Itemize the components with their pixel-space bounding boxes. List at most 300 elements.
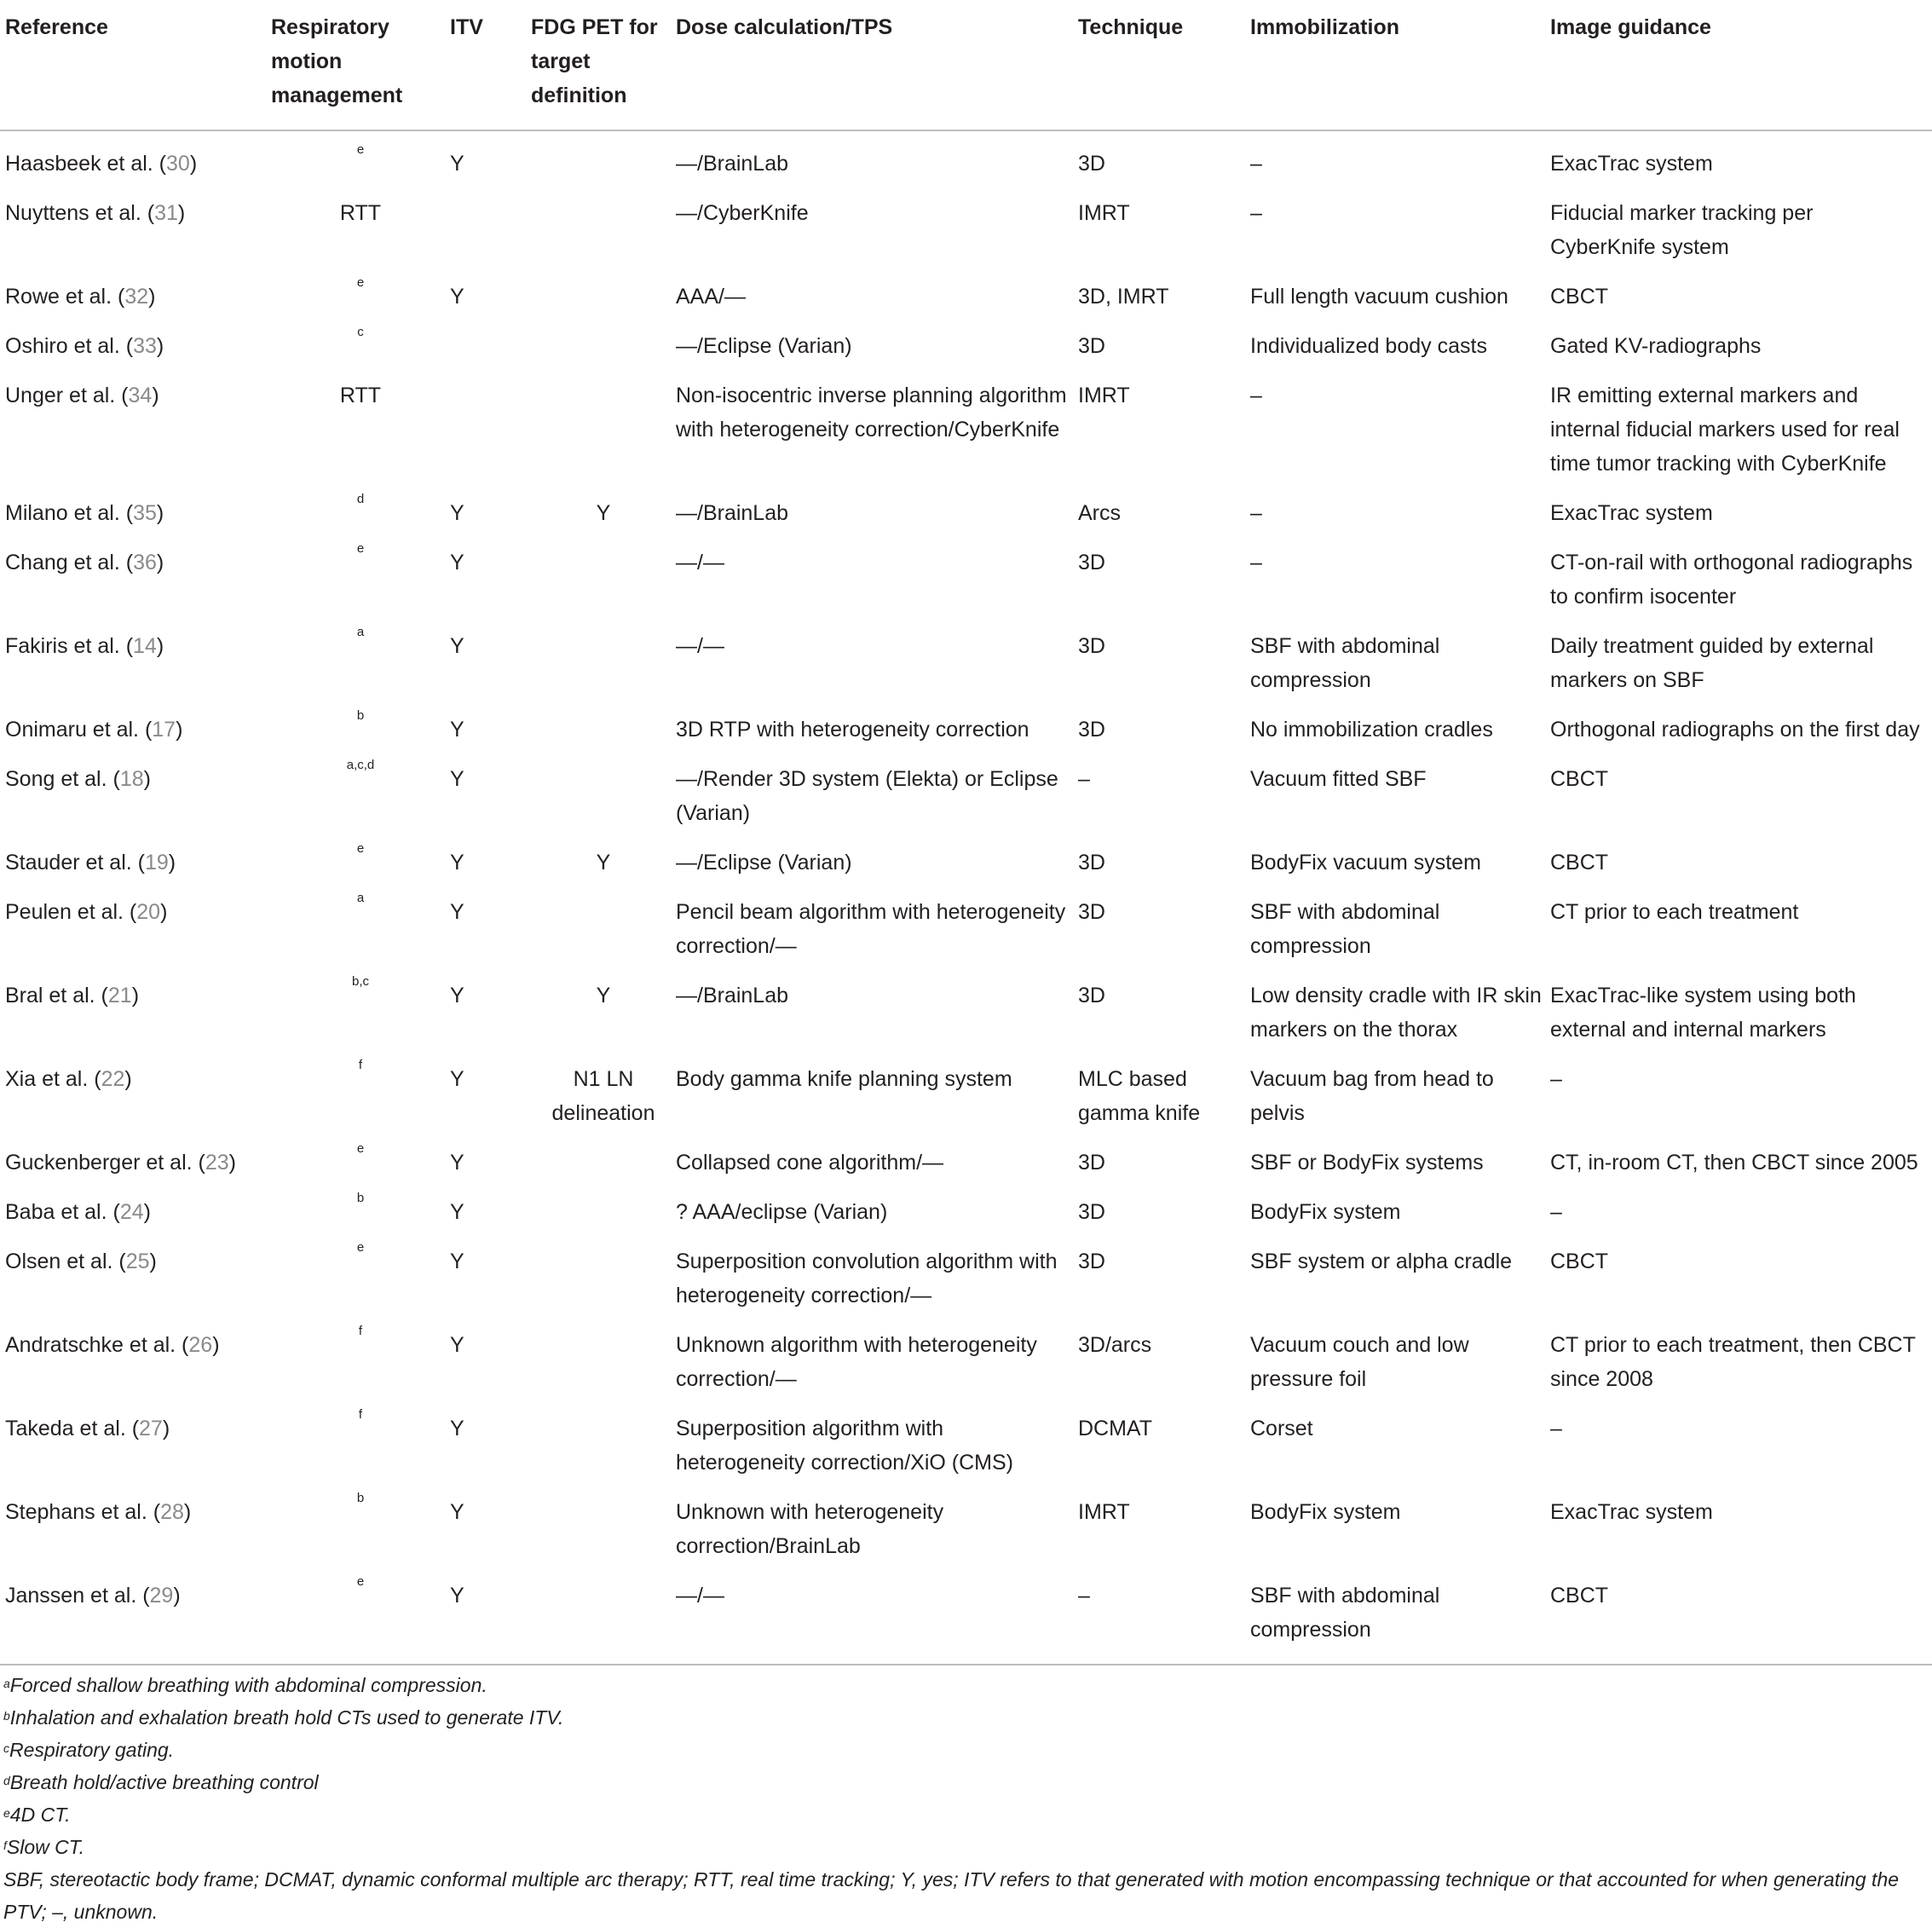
cell-dose-calculation: Non-isocentric inverse planning algorithm with heterogeneity correction/CyberKnife [676, 384, 1067, 442]
reference-close-paren: ) [152, 384, 159, 407]
reference-author: Unger et al. ( [5, 384, 129, 407]
footnote-marker: e [356, 1574, 365, 1589]
footnote-marker: f [358, 1407, 363, 1422]
cell-reference [0, 1396, 271, 1480]
cell-image-guidance: CT, in-room CT, then CBCT since 2005 [1550, 1151, 1918, 1175]
cell-fdg-pet: Y [596, 984, 611, 1007]
reference-number-link[interactable]: 26 [188, 1333, 213, 1357]
footnote [3, 1831, 1925, 1863]
cell-immobilization: – [1250, 551, 1262, 574]
cell-respiratory-motion [271, 130, 450, 181]
cell-immobilization: SBF system or alpha cradle [1250, 1250, 1513, 1273]
footnote-text: Respiratory gating. [9, 1739, 175, 1761]
cell-reference [0, 1047, 271, 1130]
reference-number-link[interactable]: 28 [160, 1500, 184, 1524]
reference-author: Stauder et al. ( [5, 851, 145, 875]
cell-dose-calculation: —/CyberKnife [676, 201, 809, 225]
cell-respiratory-motion [271, 181, 450, 264]
footnote-marker: e [356, 1240, 365, 1255]
reference-number-link[interactable]: 23 [205, 1151, 229, 1175]
footnote-marker: a [356, 625, 365, 639]
cell-reference [0, 963, 271, 1047]
cell-immobilization: Vacuum bag from head to pelvis [1250, 1067, 1494, 1125]
cell-fdg-pet [531, 697, 676, 747]
cell-dose-calculation: Pencil beam algorithm with heterogeneity correction/— [676, 900, 1066, 958]
cell-dose-calculation: —/Eclipse (Varian) [676, 334, 852, 358]
header-dose-calculation: Dose calculation/TPS [676, 0, 1078, 130]
cell-immobilization: SBF or BodyFix systems [1250, 1151, 1484, 1175]
cell-technique: 3D [1078, 1200, 1105, 1224]
table-row [0, 130, 1932, 181]
cell-reference [0, 530, 271, 614]
footnote-mark: e [3, 1806, 10, 1820]
reference-number-link[interactable]: 32 [124, 285, 149, 309]
reference-number-link[interactable]: 35 [133, 501, 157, 525]
reference-close-paren: ) [228, 1151, 236, 1175]
cell-dose-calculation: —/Render 3D system (Elekta) or Eclipse (Varian) [676, 767, 1058, 825]
cell-itv: Y [450, 1151, 464, 1175]
cell-immobilization: Individualized body casts [1250, 334, 1487, 358]
reference-author: Xia et al. ( [5, 1067, 101, 1091]
cell-dose-calculation: Unknown algorithm with heterogeneity correction/— [676, 1333, 1037, 1391]
table-row [0, 1130, 1932, 1180]
table-row [0, 1396, 1932, 1480]
table-body [0, 130, 1932, 1665]
cell-dose-calculation: Body gamma knife planning system [676, 1067, 1012, 1091]
cell-respiratory-motion [271, 1313, 450, 1396]
reference-close-paren: ) [173, 1584, 181, 1608]
cell-dose-calculation: Unknown with heterogeneity correction/BrainLab [676, 1500, 944, 1558]
footnote-marker: e [356, 275, 365, 290]
cell-technique: MLC based gamma knife [1078, 1067, 1201, 1125]
cell-technique: 3D [1078, 1151, 1105, 1175]
reference-close-paren: ) [212, 1333, 220, 1357]
footnote-marker: e [356, 142, 365, 157]
cell-fdg-pet [531, 264, 676, 314]
cell-image-guidance: CBCT [1550, 285, 1609, 309]
cell-fdg-pet [531, 614, 676, 697]
cell-reference [0, 1180, 271, 1229]
cell-respiratory-motion [271, 1480, 450, 1563]
cell-immobilization: – [1250, 152, 1262, 176]
cell-itv [450, 363, 531, 481]
reference-number-link[interactable]: 17 [152, 718, 176, 742]
reference-author: Guckenberger et al. ( [5, 1151, 205, 1175]
cell-itv: Y [450, 1200, 464, 1224]
cell-dose-calculation: ? AAA/eclipse (Varian) [676, 1200, 888, 1224]
footnote-marker: d [356, 492, 365, 506]
cell-image-guidance: ExacTrac system [1550, 501, 1713, 525]
cell-itv: Y [450, 1563, 531, 1665]
footnote [3, 1701, 1925, 1734]
cell-fdg-pet [531, 1229, 676, 1313]
cell-technique: 3D, IMRT [1078, 285, 1169, 309]
reference-author: Nuyttens et al. ( [5, 201, 155, 225]
cell-immobilization: BodyFix vacuum system [1250, 851, 1481, 875]
cell-technique: 3D [1078, 152, 1105, 176]
cell-itv: Y [450, 900, 464, 924]
cell-fdg-pet: Y [596, 851, 611, 875]
cell-immobilization: Full length vacuum cushion [1250, 285, 1508, 309]
cell-image-guidance: CBCT [1550, 851, 1609, 875]
reference-close-paren: ) [143, 1200, 151, 1224]
cell-reference [0, 1229, 271, 1313]
cell-fdg-pet [531, 530, 676, 614]
cell-itv: Y [450, 1500, 464, 1524]
reference-number-link[interactable]: 20 [136, 900, 161, 924]
reference-author: Takeda et al. ( [5, 1417, 140, 1440]
cell-itv: Y [450, 285, 464, 309]
footnote-marker: a [356, 891, 365, 905]
footnote-text: Forced shallow breathing with abdominal compression. [9, 1674, 487, 1696]
cell-respiratory-motion [271, 697, 450, 747]
cell-reference [0, 697, 271, 747]
reference-number-link[interactable]: 22 [101, 1067, 125, 1091]
reference-author: Milano et al. ( [5, 501, 134, 525]
cell-fdg-pet [531, 1180, 676, 1229]
cell-respiratory-motion [271, 264, 450, 314]
cell-respiratory-motion [271, 1180, 450, 1229]
reference-close-paren: ) [183, 1500, 192, 1524]
footnote-marker: a,c,d [346, 758, 375, 772]
header-image-guidance: Image guidance [1550, 0, 1932, 130]
footnote-text: Slow CT. [6, 1836, 85, 1858]
cell-dose-calculation: —/BrainLab [676, 984, 789, 1007]
footnote-marker: e [356, 1141, 365, 1156]
cell-fdg-pet: Y [596, 501, 611, 525]
cell-immobilization: – [1250, 384, 1262, 407]
cell-image-guidance: CT prior to each treatment, then CBCT since 2008 [1550, 1333, 1916, 1391]
header-immobilization: Immobilization [1250, 0, 1550, 130]
cell-respiratory-motion [271, 314, 450, 363]
cell-image-guidance: CT-on-rail with orthogonal radiographs to confirm isocenter [1550, 551, 1913, 609]
header-reference: Reference [0, 0, 271, 130]
reference-author: Onimaru et al. ( [5, 718, 153, 742]
respiratory-value: RTT [339, 201, 382, 225]
cell-respiratory-motion [271, 481, 450, 530]
cell-fdg-pet [531, 314, 676, 363]
cell-technique: – [1078, 767, 1090, 791]
cell-reference [0, 830, 271, 880]
reference-close-paren: ) [162, 1417, 170, 1440]
cell-reference [0, 264, 271, 314]
cell-immobilization: No immobilization cradles [1250, 718, 1493, 742]
cell-respiratory-motion [271, 963, 450, 1047]
cell-reference [0, 880, 271, 963]
cell-immobilization: Corset [1250, 1417, 1313, 1440]
reference-number-link[interactable]: 14 [133, 634, 157, 658]
cell-image-guidance: ExacTrac-like system using both external and internal markers [1550, 984, 1856, 1042]
footnote [3, 1798, 1925, 1831]
cell-technique: 3D [1078, 984, 1105, 1007]
cell-respiratory-motion [271, 880, 450, 963]
table-row [0, 880, 1932, 963]
cell-immobilization: – [1250, 501, 1262, 525]
table-row [0, 1313, 1932, 1396]
footnote-marker: f [358, 1058, 363, 1072]
cell-technique: 3D [1078, 634, 1105, 658]
cell-itv: Y [450, 767, 464, 791]
reference-author: Stephans et al. ( [5, 1500, 161, 1524]
footnote [3, 1734, 1925, 1766]
cell-image-guidance: CBCT [1550, 767, 1609, 791]
cell-technique: 3D [1078, 718, 1105, 742]
cell-reference [0, 314, 271, 363]
cell-technique: Arcs [1078, 501, 1121, 525]
reference-number-link[interactable]: 21 [107, 984, 132, 1007]
abbreviations-note: SBF, stereotactic body frame; DCMAT, dynamic conformal multiple arc therapy; RTT, real time tracking; Y, yes; ITV refers to that generated with motion encompassing technique or that accounted for when generating the PTV; –, unknown. [3, 1868, 1900, 1923]
cell-technique: IMRT [1078, 1500, 1130, 1524]
cell-fdg-pet [531, 1480, 676, 1563]
cell-technique: 3D/arcs [1078, 1333, 1152, 1357]
table-row [0, 530, 1932, 614]
reference-author: Olsen et al. ( [5, 1250, 126, 1273]
header-technique: Technique [1078, 0, 1250, 130]
cell-image-guidance: – [1550, 1067, 1562, 1091]
reference-author: Haasbeek et al. ( [5, 152, 166, 176]
cell-reference [0, 1480, 271, 1563]
cell-technique: 3D [1078, 900, 1105, 924]
cell-reference [0, 181, 271, 264]
cell-respiratory-motion [271, 1396, 450, 1480]
cell-immobilization: BodyFix system [1250, 1200, 1401, 1224]
cell-technique: 3D [1078, 1250, 1105, 1273]
table-row [0, 1229, 1932, 1313]
cell-respiratory-motion [271, 830, 450, 880]
cell-respiratory-motion [271, 1229, 450, 1313]
cell-fdg-pet [531, 1563, 676, 1665]
cell-respiratory-motion [271, 614, 450, 697]
cell-immobilization: Vacuum fitted SBF [1250, 767, 1427, 791]
cell-itv [450, 314, 531, 363]
footnote-marker: f [358, 1324, 363, 1338]
reference-number-link[interactable]: 33 [133, 334, 157, 358]
cell-image-guidance: Orthogonal radiographs on the first day [1550, 718, 1920, 742]
reference-close-paren: ) [156, 501, 164, 525]
cell-fdg-pet: N1 LN delineation [551, 1067, 655, 1125]
table-row [0, 1047, 1932, 1130]
cell-reference [0, 1313, 271, 1396]
table-row [0, 963, 1932, 1047]
cell-dose-calculation: Collapsed cone algorithm/— [676, 1151, 944, 1175]
footnote-marker: e [356, 541, 365, 556]
cell-reference [0, 1563, 271, 1665]
header-fdg-pet: FDG PET for target definition [531, 0, 676, 130]
footnote-marker: c [357, 325, 364, 339]
reference-close-paren: ) [131, 984, 140, 1007]
cell-reference [0, 614, 271, 697]
cell-image-guidance: – [1550, 1200, 1562, 1224]
cell-respiratory-motion [271, 1130, 450, 1180]
cell-respiratory-motion [271, 747, 450, 830]
table-row [0, 314, 1932, 363]
header-respiratory-motion: Respiratory motion management [271, 0, 450, 130]
reference-number-link[interactable]: 36 [133, 551, 157, 574]
footnote-marker: b [356, 1491, 365, 1505]
reference-close-paren: ) [177, 201, 186, 225]
footnote-marker: b [356, 708, 365, 723]
reference-author: Chang et al. ( [5, 551, 134, 574]
cell-dose-calculation: —/— [676, 1563, 1078, 1665]
reference-author: Oshiro et al. ( [5, 334, 134, 358]
reference-author: Song et al. ( [5, 767, 120, 791]
reference-close-paren: ) [176, 718, 183, 742]
table-row [0, 1563, 1932, 1665]
footnote-marker: b,c [351, 974, 369, 989]
cell-immobilization: Low density cradle with IR skin markers on the thorax [1250, 984, 1542, 1042]
cell-immobilization: SBF with abdominal compression [1250, 1563, 1550, 1665]
cell-technique: IMRT [1078, 384, 1130, 407]
reference-close-paren: ) [149, 1250, 157, 1273]
table-footnotes [3, 1669, 1925, 1928]
reference-author: Janssen et al. ( [5, 1584, 150, 1608]
cell-image-guidance: ExacTrac system [1550, 152, 1713, 176]
reference-close-paren: ) [168, 851, 176, 875]
reference-close-paren: ) [156, 634, 164, 658]
cell-technique: 3D [1078, 851, 1105, 875]
reference-close-paren: ) [156, 551, 164, 574]
reference-number-link[interactable]: 31 [154, 201, 178, 225]
cell-image-guidance: Fiducial marker tracking per CyberKnife system [1550, 201, 1814, 259]
respiratory-value: RTT [339, 384, 382, 407]
cell-technique: 3D [1078, 551, 1105, 574]
cell-itv [450, 181, 531, 264]
cell-immobilization: Vacuum couch and low pressure foil [1250, 1333, 1469, 1391]
table-row [0, 1480, 1932, 1563]
cell-fdg-pet [531, 1313, 676, 1396]
cell-itv: Y [450, 152, 464, 176]
table-row [0, 481, 1932, 530]
footnote [3, 1669, 1925, 1701]
table-row [0, 264, 1932, 314]
cell-image-guidance: Daily treatment guided by external markers on SBF [1550, 634, 1874, 692]
reference-number-link[interactable]: 29 [149, 1584, 174, 1608]
cell-technique: IMRT [1078, 201, 1130, 225]
reference-close-paren: ) [189, 152, 198, 176]
cell-reference [0, 130, 271, 181]
reference-number-link[interactable]: 27 [139, 1417, 163, 1440]
table-row [0, 614, 1932, 697]
reference-close-paren: ) [156, 334, 164, 358]
cell-itv: Y [450, 718, 464, 742]
footnote-text: 4D CT. [9, 1804, 71, 1826]
cell-dose-calculation: —/— [676, 634, 724, 658]
cell-itv: Y [450, 551, 464, 574]
cell-immobilization: BodyFix system [1250, 1500, 1401, 1524]
table-row [0, 1180, 1932, 1229]
cell-reference [0, 1130, 271, 1180]
cell-respiratory-motion [271, 1563, 450, 1665]
cell-image-guidance: CT prior to each treatment [1550, 900, 1799, 924]
reference-close-paren: ) [143, 767, 151, 791]
footnote [3, 1766, 1925, 1798]
table-row [0, 181, 1932, 264]
footnote-marker: b [356, 1191, 365, 1205]
cell-fdg-pet [531, 130, 676, 181]
reference-author: Peulen et al. ( [5, 900, 137, 924]
footnote-mark: c [3, 1741, 9, 1755]
cell-dose-calculation: AAA/— [676, 285, 746, 309]
reference-number-link[interactable]: 25 [125, 1250, 150, 1273]
header-itv: ITV [450, 0, 531, 130]
cell-fdg-pet [531, 181, 676, 264]
table-row [0, 697, 1932, 747]
cell-itv: Y [450, 851, 464, 875]
cell-fdg-pet [531, 1396, 676, 1480]
reference-close-paren: ) [148, 285, 156, 309]
cell-reference [0, 481, 271, 530]
cell-image-guidance: CBCT [1550, 1563, 1932, 1665]
cell-itv: Y [450, 1250, 464, 1273]
table-header [0, 0, 1932, 130]
cell-fdg-pet [531, 363, 676, 481]
cell-respiratory-motion [271, 363, 450, 481]
reference-number-link[interactable]: 18 [119, 767, 144, 791]
cell-fdg-pet [531, 1130, 676, 1180]
cell-dose-calculation: 3D RTP with heterogeneity correction [676, 718, 1029, 742]
cell-image-guidance: ExacTrac system [1550, 1500, 1713, 1524]
cell-dose-calculation: —/BrainLab [676, 152, 789, 176]
reference-author: Rowe et al. ( [5, 285, 125, 309]
cell-itv: Y [450, 1333, 464, 1357]
cell-reference [0, 363, 271, 481]
cell-dose-calculation: —/Eclipse (Varian) [676, 851, 852, 875]
footnote-mark: d [3, 1774, 10, 1787]
cell-respiratory-motion [271, 530, 450, 614]
cell-fdg-pet [531, 880, 676, 963]
cell-technique: – [1078, 1563, 1250, 1665]
cell-immobilization: SBF with abdominal compression [1250, 634, 1440, 692]
reference-author: Fakiris et al. ( [5, 634, 134, 658]
cell-immobilization: SBF with abdominal compression [1250, 900, 1440, 958]
cell-itv: Y [450, 634, 464, 658]
reference-close-paren: ) [124, 1067, 132, 1091]
reference-close-paren: ) [160, 900, 168, 924]
footnote-mark: b [3, 1709, 10, 1723]
cell-itv: Y [450, 1417, 464, 1440]
footnote-text: Breath hold/active breathing control [9, 1771, 319, 1793]
reference-number-link[interactable]: 34 [128, 384, 153, 407]
footnote-text: Inhalation and exhalation breath hold CTs used to generate ITV. [9, 1706, 564, 1729]
footnote-mark: f [3, 1839, 7, 1852]
table-row [0, 830, 1932, 880]
cell-itv: Y [450, 1067, 464, 1091]
cell-technique: DCMAT [1078, 1417, 1153, 1440]
cell-dose-calculation: —/— [676, 551, 724, 574]
cell-image-guidance: Gated KV-radiographs [1550, 334, 1762, 358]
cell-fdg-pet [531, 747, 676, 830]
cell-dose-calculation: —/BrainLab [676, 501, 789, 525]
table-row [0, 747, 1932, 830]
reference-author: Bral et al. ( [5, 984, 108, 1007]
reference-author: Baba et al. ( [5, 1200, 120, 1224]
cell-itv: Y [450, 984, 464, 1007]
reference-number-link[interactable]: 19 [144, 851, 169, 875]
footnote-mark: a [3, 1677, 10, 1690]
reference-number-link[interactable]: 30 [166, 152, 190, 176]
reference-number-link[interactable]: 24 [119, 1200, 144, 1224]
cell-image-guidance: IR emitting external markers and internal fiducial markers used for real time tumor tracking with CyberKnife [1550, 384, 1900, 476]
cell-respiratory-motion [271, 1047, 450, 1130]
cell-technique: 3D [1078, 334, 1105, 358]
cell-image-guidance: CBCT [1550, 1250, 1609, 1273]
table-row [0, 363, 1932, 481]
cell-dose-calculation: Superposition convolution algorithm with heterogeneity correction/— [676, 1250, 1058, 1307]
cell-dose-calculation: Superposition algorithm with heterogeneity correction/XiO (CMS) [676, 1417, 1013, 1475]
reference-author: Andratschke et al. ( [5, 1333, 189, 1357]
cell-reference [0, 747, 271, 830]
footnote-marker: e [356, 841, 365, 856]
